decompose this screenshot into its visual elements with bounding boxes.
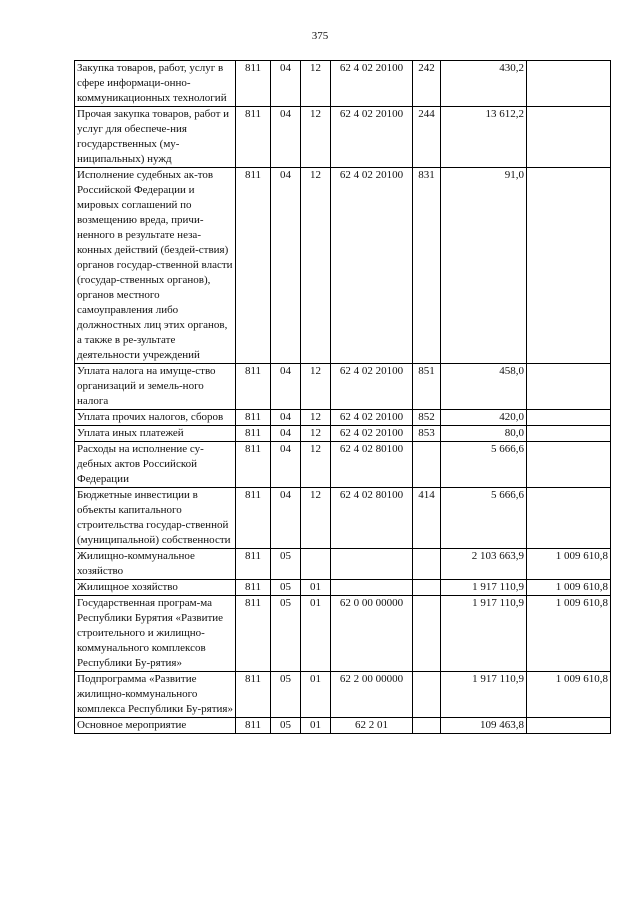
row-name: Подпрограмма «Развитие жилищно-коммунального комплекса Республики Бу-рятия» [75,672,236,718]
amount-second-year [527,442,611,488]
amount-second-year: 1 009 610,8 [527,549,611,580]
amount-first-year: 5 666,6 [441,442,527,488]
row-name: Прочая закупка товаров, работ и услуг для обеспече-ния государственных (му-ниципальных) нужд [75,107,236,168]
row-name: Бюджетные инвестиции в объекты капитального строительства государ-ственной (муниципальной) собственности [75,488,236,549]
target-article-code: 62 4 02 20100 [331,410,413,426]
ministry-code: 811 [236,718,271,734]
table-row [75,580,611,596]
amount-second-year: 1 009 610,8 [527,596,611,672]
target-article-code: 62 4 02 20100 [331,364,413,410]
amount-second-year [527,410,611,426]
expense-type-code [413,549,441,580]
ministry-code: 811 [236,61,271,107]
expense-type-code [413,596,441,672]
table-row [75,596,611,672]
subsection-code [301,549,331,580]
row-name: Основное мероприятие [75,718,236,734]
amount-first-year: 1 917 110,9 [441,596,527,672]
row-name: Государственная програм-ма Республики Бурятия «Развитие строительного и жилищно-коммунального комплексов Республики Бу-рятия» [75,596,236,672]
amount-first-year: 13 612,2 [441,107,527,168]
row-name: Уплата налога на имуще-ство организаций и земель-ного налога [75,364,236,410]
subsection-code: 01 [301,596,331,672]
row-name: Жилищное хозяйство [75,580,236,596]
subsection-code: 12 [301,410,331,426]
expense-type-code [413,442,441,488]
page-number: 375 [311,30,329,42]
table-row [75,442,611,488]
target-article-code: 62 0 00 00000 [331,596,413,672]
section-code: 05 [271,549,301,580]
target-article-code: 62 4 02 20100 [331,107,413,168]
row-name: Уплата прочих налогов, сборов [75,410,236,426]
section-code: 05 [271,718,301,734]
section-code: 04 [271,61,301,107]
amount-first-year: 420,0 [441,410,527,426]
subsection-code: 01 [301,718,331,734]
amount-first-year: 430,2 [441,61,527,107]
expense-type-code: 831 [413,168,441,364]
expense-type-code: 852 [413,410,441,426]
row-name: Уплата иных платежей [75,426,236,442]
ministry-code: 811 [236,107,271,168]
subsection-code: 12 [301,61,331,107]
section-code: 04 [271,410,301,426]
amount-second-year [527,718,611,734]
row-name: Закупка товаров, работ, услуг в сфере информаци-онно-коммуникационных технологий [75,61,236,107]
ministry-code: 811 [236,168,271,364]
budget-table [74,60,611,734]
amount-second-year: 1 009 610,8 [527,672,611,718]
target-article-code: 62 4 02 20100 [331,168,413,364]
amount-first-year: 91,0 [441,168,527,364]
amount-second-year [527,61,611,107]
section-code: 05 [271,596,301,672]
amount-first-year: 1 917 110,9 [441,580,527,596]
expense-type-code: 244 [413,107,441,168]
target-article-code: 62 4 02 20100 [331,426,413,442]
table-row [75,672,611,718]
ministry-code: 811 [236,364,271,410]
section-code: 04 [271,168,301,364]
section-code: 04 [271,364,301,410]
amount-first-year: 5 666,6 [441,488,527,549]
subsection-code: 12 [301,364,331,410]
target-article-code: 62 4 02 80100 [331,442,413,488]
table-row [75,168,611,364]
table-row [75,107,611,168]
ministry-code: 811 [236,549,271,580]
amount-first-year: 2 103 663,9 [441,549,527,580]
subsection-code: 12 [301,168,331,364]
subsection-code: 01 [301,580,331,596]
table-row [75,61,611,107]
ministry-code: 811 [236,426,271,442]
expense-type-code [413,580,441,596]
expense-type-code: 414 [413,488,441,549]
target-article-code: 62 2 01 [331,718,413,734]
row-name: Расходы на исполнение су-дебных актов Российской Федерации [75,442,236,488]
amount-first-year: 80,0 [441,426,527,442]
ministry-code: 811 [236,442,271,488]
amount-second-year [527,168,611,364]
subsection-code: 12 [301,426,331,442]
amount-first-year: 1 917 110,9 [441,672,527,718]
section-code: 04 [271,426,301,442]
ministry-code: 811 [236,488,271,549]
table-row [75,488,611,549]
amount-second-year [527,364,611,410]
amount-second-year [527,426,611,442]
section-code: 05 [271,672,301,718]
budget-table-body [75,61,611,734]
target-article-code [331,549,413,580]
ministry-code: 811 [236,580,271,596]
subsection-code: 12 [301,488,331,549]
target-article-code: 62 2 00 00000 [331,672,413,718]
subsection-code: 01 [301,672,331,718]
target-article-code [331,580,413,596]
target-article-code: 62 4 02 80100 [331,488,413,549]
target-article-code: 62 4 02 20100 [331,61,413,107]
subsection-code: 12 [301,442,331,488]
expense-type-code [413,672,441,718]
subsection-code: 12 [301,107,331,168]
table-row [75,718,611,734]
amount-first-year: 458,0 [441,364,527,410]
table-row [75,549,611,580]
amount-first-year: 109 463,8 [441,718,527,734]
row-name: Исполнение судебных ак-тов Российской Федерации и мировых соглашений по возмещению вреда, причи-ненного в результате неза-конных действий (бездей-ствия) органов государ-ственной власти (государ-ственных органов), органов местного самоуправления либо должностных лиц этих органов, а также в ре-зультате деятельности учреждений [75,168,236,364]
expense-type-code: 242 [413,61,441,107]
table-row [75,426,611,442]
expense-type-code [413,718,441,734]
expense-type-code: 853 [413,426,441,442]
section-code: 04 [271,107,301,168]
table-row [75,364,611,410]
section-code: 04 [271,488,301,549]
ministry-code: 811 [236,410,271,426]
ministry-code: 811 [236,672,271,718]
table-row [75,410,611,426]
amount-second-year [527,107,611,168]
section-code: 05 [271,580,301,596]
amount-second-year: 1 009 610,8 [527,580,611,596]
ministry-code: 811 [236,596,271,672]
section-code: 04 [271,442,301,488]
expense-type-code: 851 [413,364,441,410]
row-name: Жилищно-коммунальное хозяйство [75,549,236,580]
amount-second-year [527,488,611,549]
